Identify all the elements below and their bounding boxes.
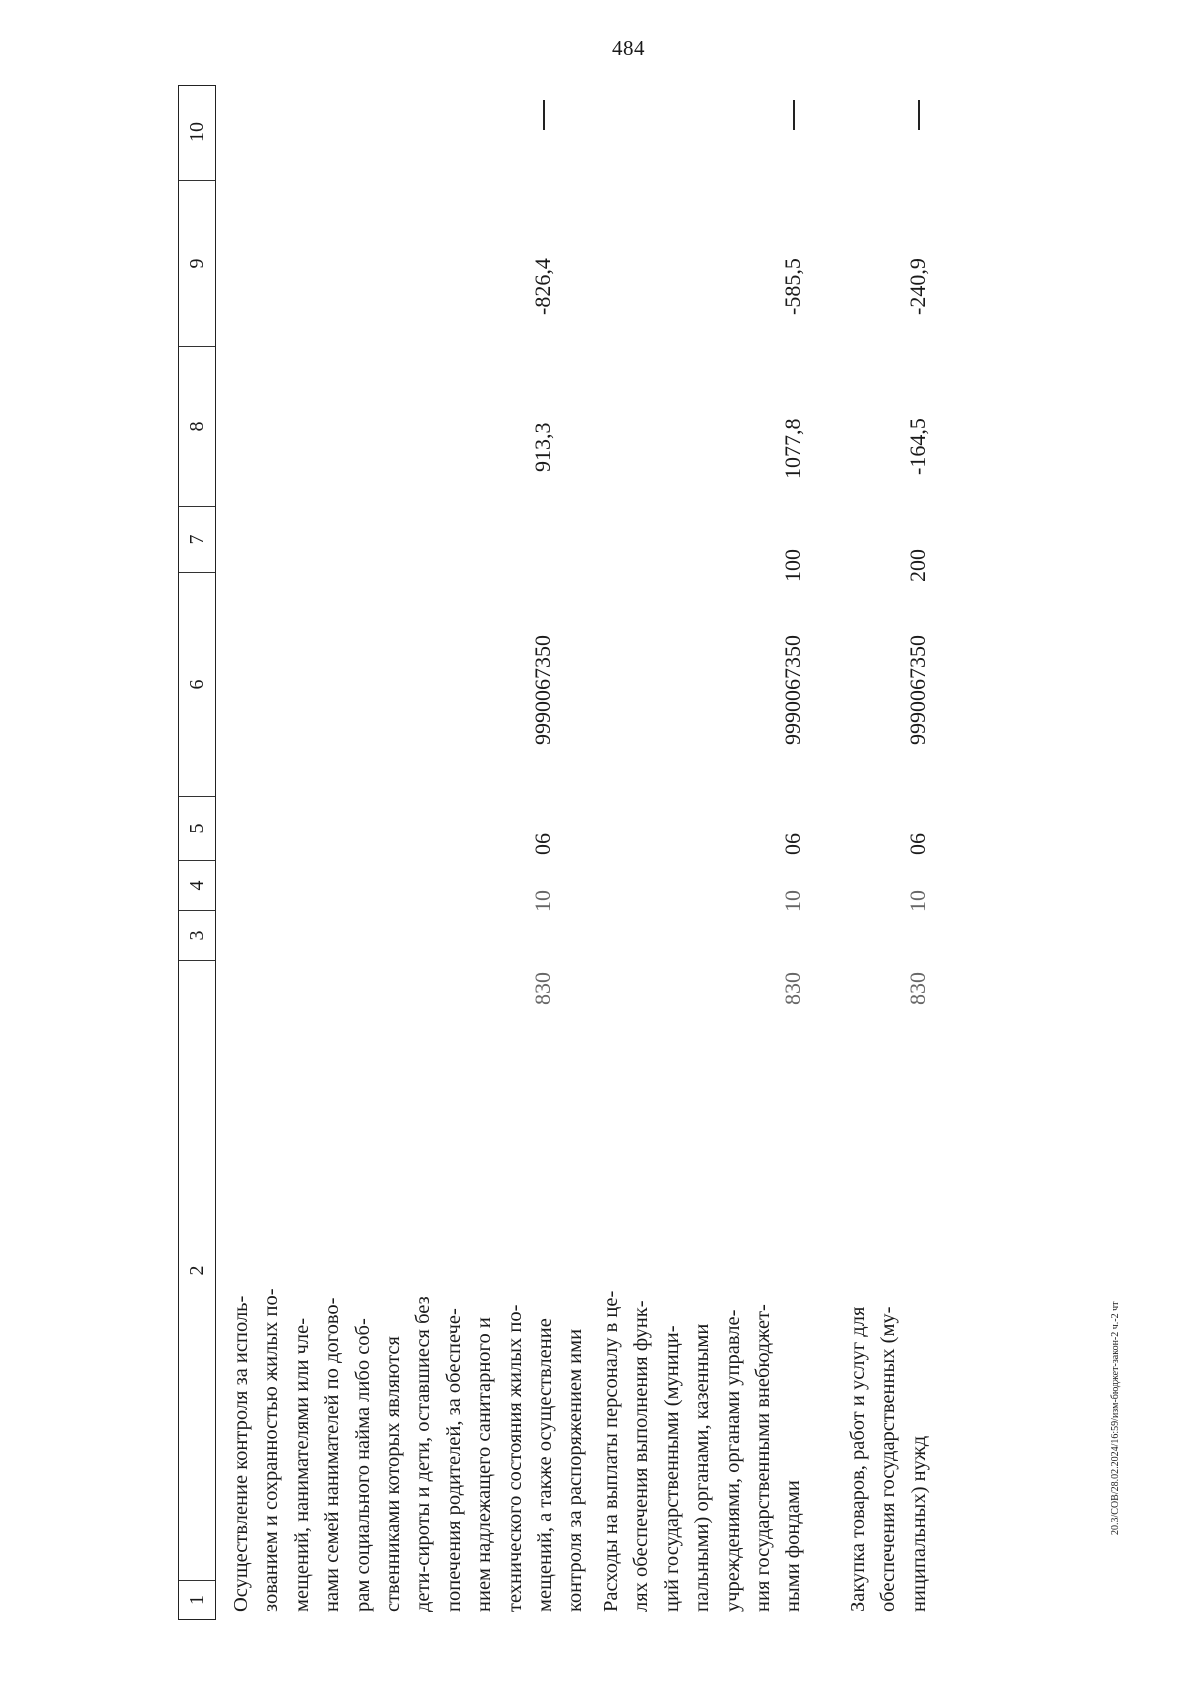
header-col-2: 2 <box>179 961 215 1581</box>
page-number: 484 <box>612 36 645 60</box>
rotated-budget-table <box>178 85 1200 1620</box>
row-1-col4: 10 <box>530 890 555 912</box>
row-2-col8: 1077,8 <box>780 418 805 479</box>
header-col-4: 4 <box>179 861 215 911</box>
row-2-col6: 9990067350 <box>780 635 805 745</box>
row-2-col9: -585,5 <box>780 258 805 315</box>
row-1-col8: 913,3 <box>530 422 555 472</box>
row-2-col7: 100 <box>780 549 805 582</box>
row-3-col10-dash <box>918 100 920 130</box>
row-1-col10-dash <box>543 100 545 130</box>
header-col-6: 6 <box>179 573 215 797</box>
row-3-col9: -240,9 <box>905 258 930 315</box>
header-col-7: 7 <box>179 507 215 573</box>
row-3-col4: 10 <box>905 890 930 912</box>
row-3-description: Закупка товаров, работ и услуг для обеспечения государственных (му- ниципальных) нужд <box>847 1306 930 1612</box>
header-col-5: 5 <box>179 797 215 861</box>
row-3-col5: 06 <box>905 833 930 855</box>
row-2-col3: 830 <box>780 972 805 1005</box>
row-2-description: Расходы на выплаты персоналу в це- лях обеспечения выполнения функ- ций государственными (муници- пальными) органами, казенными учреждениями, органами управле- ния государственными внебюджет- ными фондами <box>600 1290 805 1612</box>
row-3-col3: 830 <box>905 972 930 1005</box>
row-1-col9: -826,4 <box>530 258 555 315</box>
row-1-description: Осуществление контроля за исполь- зованием и сохранностью жилых по- мещений, нанимателями или чле- нами семей нанимателей по догово- рам социального найма либо соб- ственниками которых являются дети-сироты и дети, оставшиеся без попечения родителей, за обеспече- нием надлежащего санитарного и технического состояния жилых по- мещений, а также осуществление контроля за распоряжением ими <box>230 1288 587 1612</box>
header-col-1: 1 <box>186 1595 208 1605</box>
row-1-col6: 9990067350 <box>530 635 555 745</box>
header-col-9: 9 <box>179 181 215 347</box>
table-header-row <box>178 85 216 1620</box>
row-3-col7: 200 <box>905 549 930 582</box>
row-2-col5: 06 <box>780 833 805 855</box>
row-1-col5: 06 <box>530 833 555 855</box>
header-col-8: 8 <box>179 347 215 507</box>
row-2-col10-dash <box>793 100 795 130</box>
row-2-col4: 10 <box>780 890 805 912</box>
row-3-col8: -164,5 <box>905 418 930 475</box>
row-1-col3: 830 <box>530 972 555 1005</box>
document-code: 20.3/СОВ/28.02.2024/16:59/изм-бюджет-закон-2 ч.-2 чт <box>1110 1301 1121 1535</box>
header-col-3: 3 <box>179 911 215 961</box>
row-3-col6: 9990067350 <box>905 635 930 745</box>
header-col-10: 10 <box>179 84 215 181</box>
